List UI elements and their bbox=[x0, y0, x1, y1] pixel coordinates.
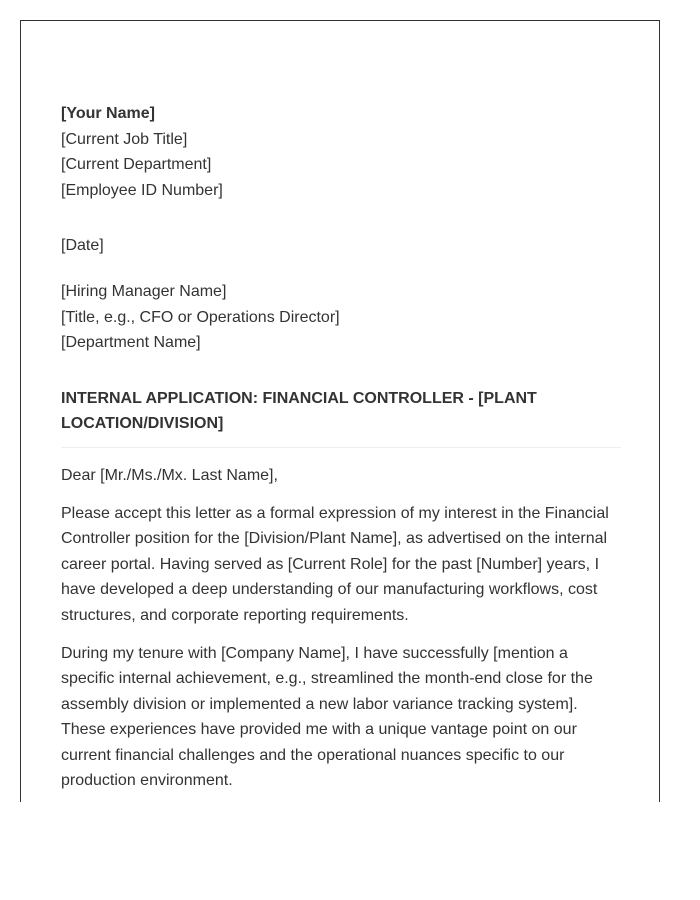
paragraph-2 bbox=[61, 641, 621, 795]
paragraph-2-line: During my tenure with [Company Name], I have successfully [mention a bbox=[61, 644, 568, 662]
paragraph-1-line: Please accept this letter as a formal expression of my interest in the Financial bbox=[61, 504, 609, 522]
paragraph-1-line: have developed a deep understanding of our manufacturing workflows, cost bbox=[61, 581, 598, 599]
letter-content bbox=[61, 101, 621, 794]
date-block bbox=[61, 233, 621, 259]
subject-line-2: LOCATION/DIVISION] bbox=[61, 415, 224, 433]
paragraph-1 bbox=[61, 501, 621, 629]
sender-job-title: [Current Job Title] bbox=[61, 130, 188, 148]
recipient-department: [Department Name] bbox=[61, 334, 201, 352]
paragraph-2-line: These experiences have provided me with a unique vantage point on our bbox=[61, 721, 577, 739]
sender-employee-id: [Employee ID Number] bbox=[61, 181, 223, 199]
letter-date: [Date] bbox=[61, 237, 104, 255]
sender-name: [Your Name] bbox=[61, 105, 155, 122]
recipient-block bbox=[61, 279, 621, 356]
salutation-text: Dear [Mr./Ms./Mx. Last Name], bbox=[61, 466, 278, 484]
paragraph-1-line: Controller position for the [Division/Plant Name], as advertised on the internal bbox=[61, 530, 608, 548]
subject-line-1: INTERNAL APPLICATION: FINANCIAL CONTROLLER - [PLANT bbox=[61, 389, 537, 407]
paragraph-1-line: structures, and corporate reporting requirements. bbox=[61, 606, 409, 624]
sender-department: [Current Department] bbox=[61, 156, 212, 174]
letter-page bbox=[20, 20, 660, 802]
sender-block bbox=[61, 101, 621, 203]
salutation bbox=[61, 463, 621, 489]
recipient-name: [Hiring Manager Name] bbox=[61, 282, 227, 300]
recipient-title: [Title, e.g., CFO or Operations Director] bbox=[61, 308, 340, 326]
paragraph-2-line: assembly division or implemented a new labor variance tracking system]. bbox=[61, 695, 578, 713]
paragraph-1-line: career portal. Having served as [Current Role] for the past [Number] years, I bbox=[61, 555, 600, 573]
subject-line bbox=[61, 386, 621, 448]
paragraph-2-line: specific internal achievement, e.g., streamlined the month-end close for the bbox=[61, 670, 593, 688]
paragraph-2-line: current financial challenges and the operational nuances specific to our bbox=[61, 746, 565, 764]
paragraph-2-line: production environment. bbox=[61, 772, 233, 790]
